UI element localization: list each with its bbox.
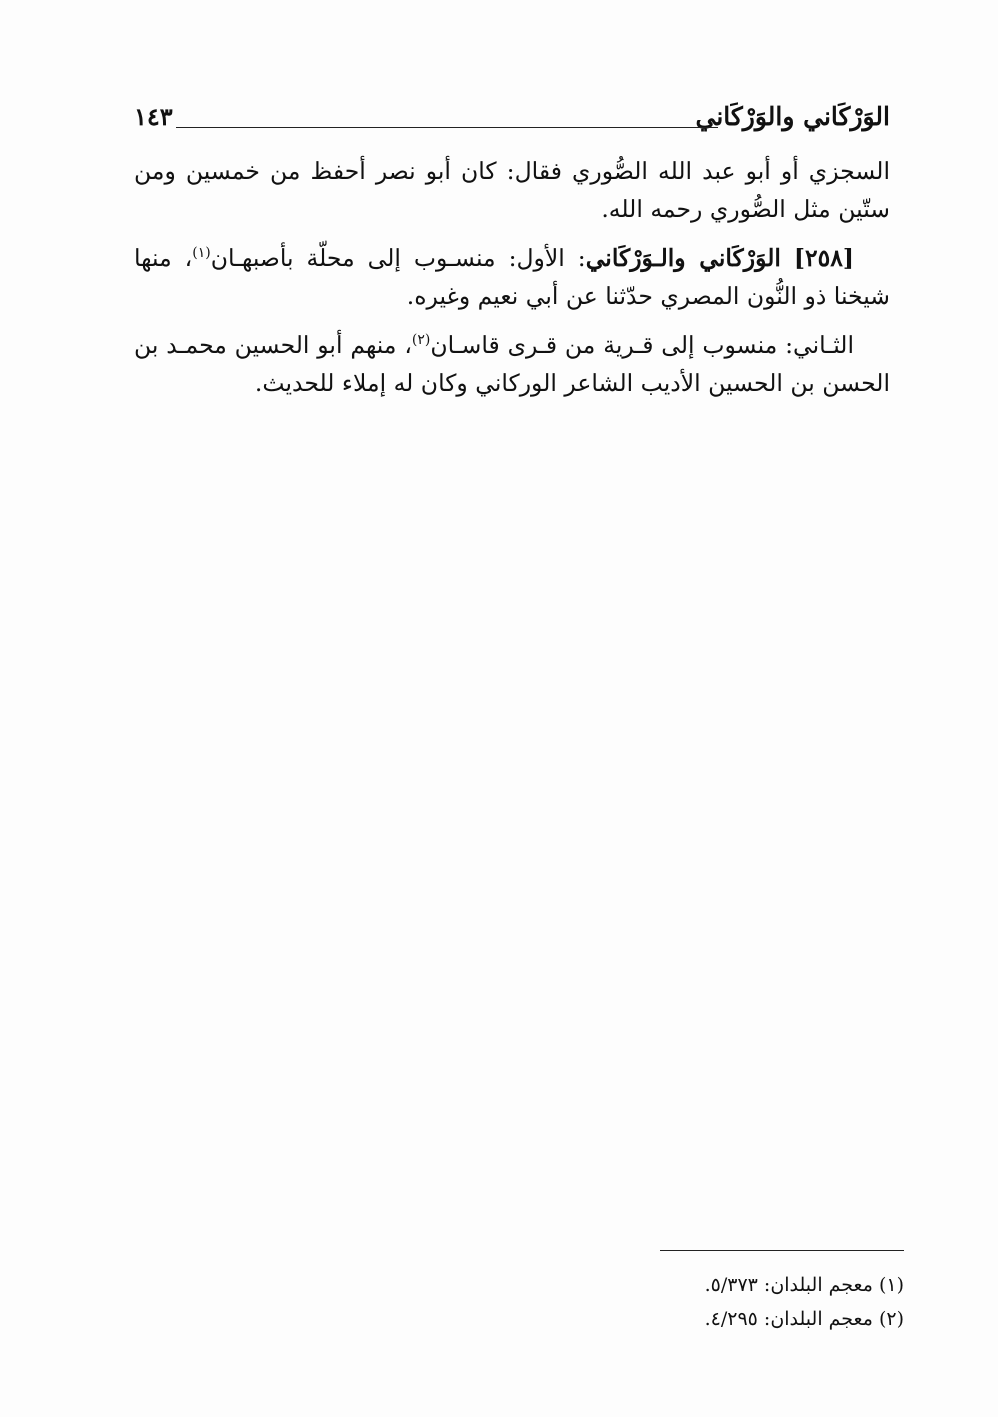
paragraph-entry-258 xyxy=(134,239,890,315)
running-header xyxy=(134,100,890,140)
second-text-part2: ، منهم أبو الحسين محمـد بن الحسن بن الحسين الأديب الشاعر الوركاني وكان له إملاء للحديث. xyxy=(134,331,890,397)
paragraph-continuation: السجزي أو أبو عبد الله الصُّوري فقال: كان أبو نصر أحفظ من خمسين ومن ستّين مثل الصُّوري رحمه الله. xyxy=(134,157,890,223)
entry-text-part1: : الأول: منسـوب إلى محلّة بأصبهـان xyxy=(210,244,586,272)
entry-number: [٢٥٨] xyxy=(793,244,854,272)
footnotes xyxy=(560,1268,904,1336)
body-text xyxy=(134,152,890,413)
paragraph-second-nisba xyxy=(134,326,890,402)
page-number: ١٤٣ xyxy=(134,102,173,131)
footnote-1: (١) معجم البلدان: ٥/٣٧٣. xyxy=(704,1274,904,1296)
entry-text-part2: ، منها شيخنا ذو النُّون المصري حدّثنا عن أبي نعيم وغيره. xyxy=(134,244,890,310)
entry-headword: الوَرْكَاني والـوَرْكَاني xyxy=(585,244,781,272)
footnote-ref-1: (١) xyxy=(192,245,211,262)
second-text-part1: الثـاني: منسوب إلى قـرية من قـرى قاسـان xyxy=(430,331,854,359)
footnote-ref-2: (٢) xyxy=(411,332,431,349)
header-rule xyxy=(176,127,718,128)
footnote-rule xyxy=(660,1250,904,1251)
header-title: الوَرْكَاني والوَرْكَاني xyxy=(695,102,890,131)
footnote-2: (٢) معجم البلدان: ٤/٢٩٥. xyxy=(704,1308,904,1330)
